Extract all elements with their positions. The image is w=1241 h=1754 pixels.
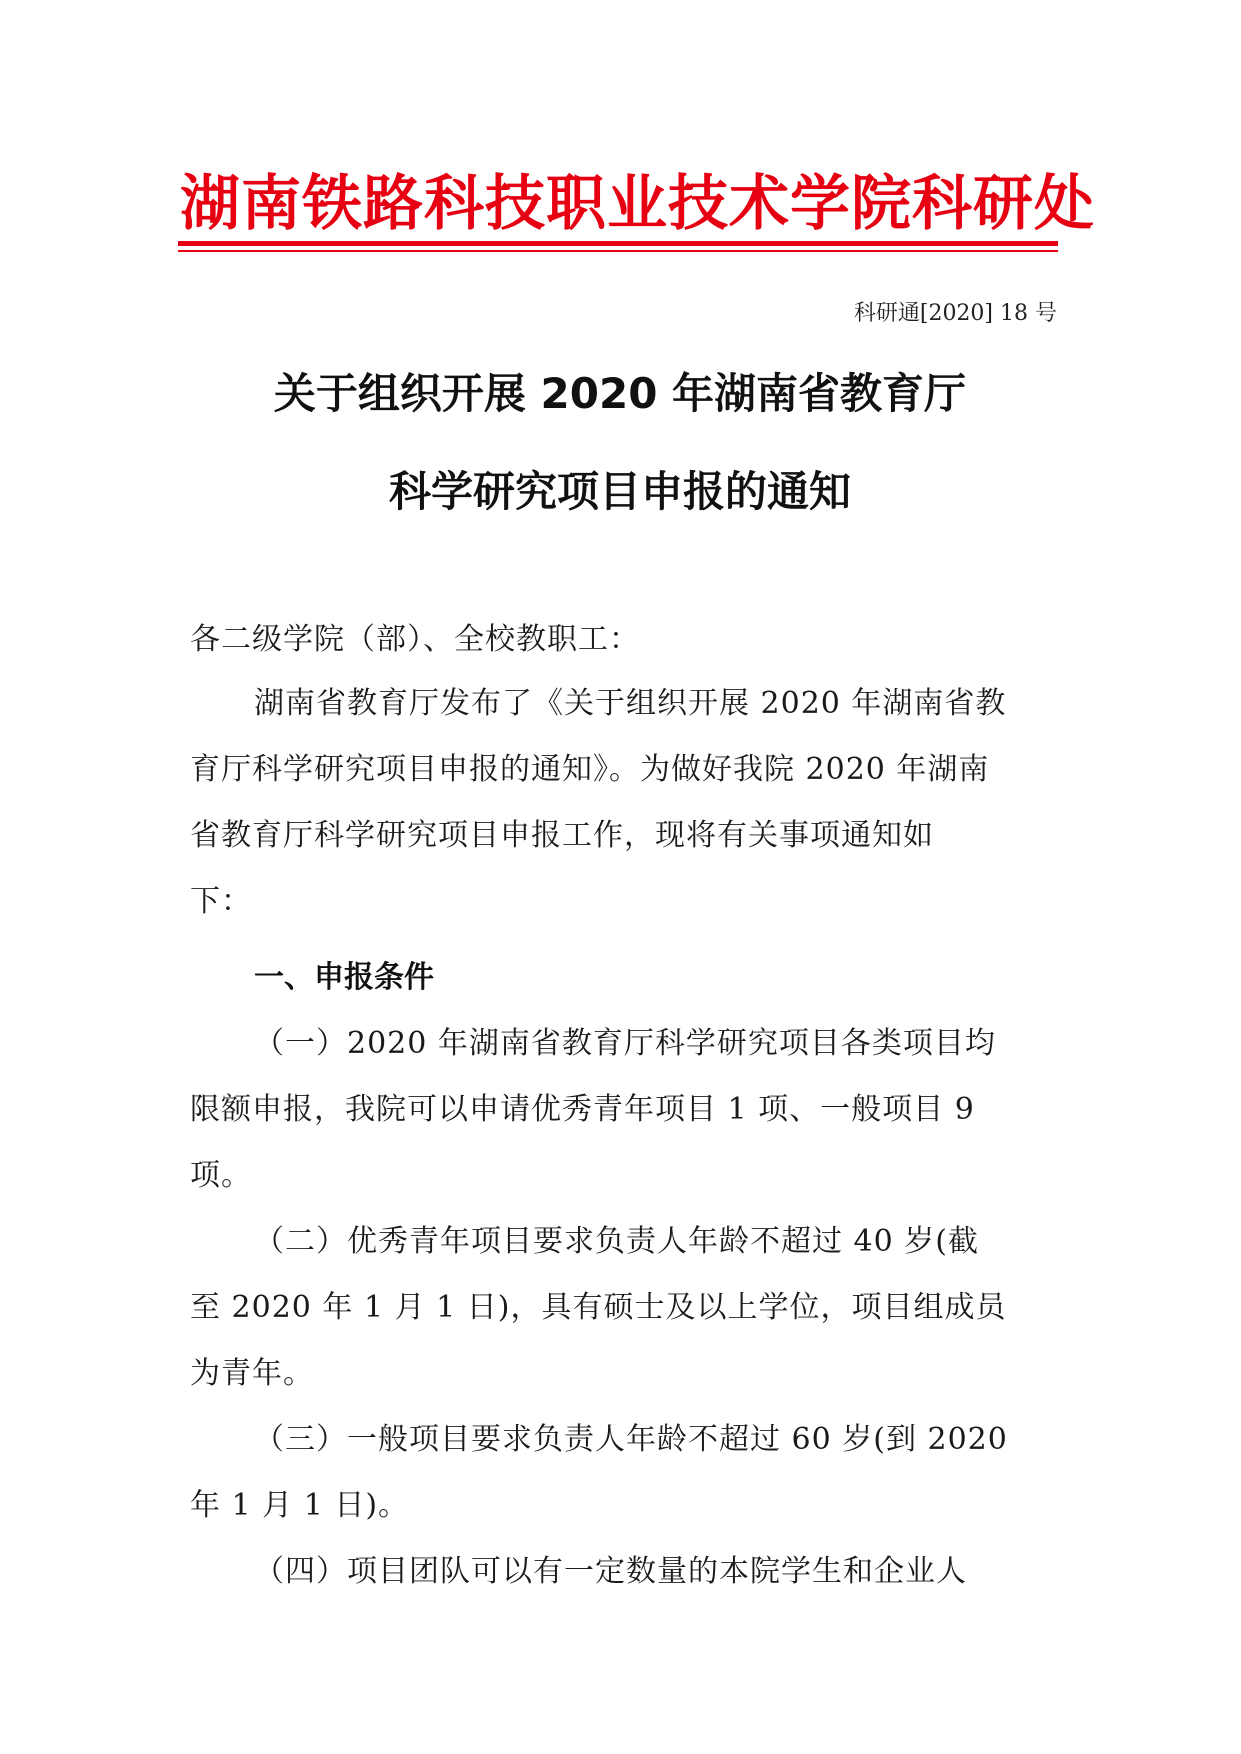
item-1-line: 限额申报，我院可以申请优秀青年项目 1 项、一般项目 9 (190, 1092, 975, 1127)
title-line-2: 科学研究项目申报的通知 (388, 467, 851, 516)
item-1-line: （一）2020 年湖南省教育厅科学研究项目各类项目均 (254, 1026, 996, 1061)
item-2-line: 至 2020 年 1 月 1 日)，具有硕士及以上学位，项目组成员 (190, 1290, 1007, 1325)
intro-line: 省教育厅科学研究项目申报工作，现将有关事项通知如 (190, 818, 934, 853)
item-3-line: 年 1 月 1 日)。 (190, 1488, 410, 1523)
document-number: 科研通[2020] 18 号 (853, 301, 1057, 326)
item-4-line: （四）项目团队可以有一定数量的本院学生和企业人 (254, 1554, 967, 1589)
org-header: 湖南铁路科技职业技术学院科研处 (180, 169, 1095, 239)
item-1-line: 项。 (190, 1158, 252, 1193)
item-2-line: 为青年。 (190, 1356, 314, 1391)
intro-line: 湖南省教育厅发布了《关于组织开展 2020 年湖南省教 (254, 686, 1007, 721)
title-line-1: 关于组织开展 2020 年湖南省教育厅 (273, 369, 967, 418)
header-rule-thin (178, 250, 1058, 252)
item-3-line: （三）一般项目要求负责人年龄不超过 60 岁(到 2020 (254, 1422, 1008, 1457)
section-heading: 一、申报条件 (254, 960, 434, 995)
header-rule-thick (178, 241, 1058, 246)
salutation: 各二级学院（部）、全校教职工： (190, 622, 640, 657)
item-2-line: （二）优秀青年项目要求负责人年龄不超过 40 岁(截 (254, 1224, 979, 1259)
intro-line: 育厅科学研究项目申报的通知》。为做好我院 2020 年湖南 (190, 752, 990, 787)
intro-line: 下： (190, 884, 252, 919)
